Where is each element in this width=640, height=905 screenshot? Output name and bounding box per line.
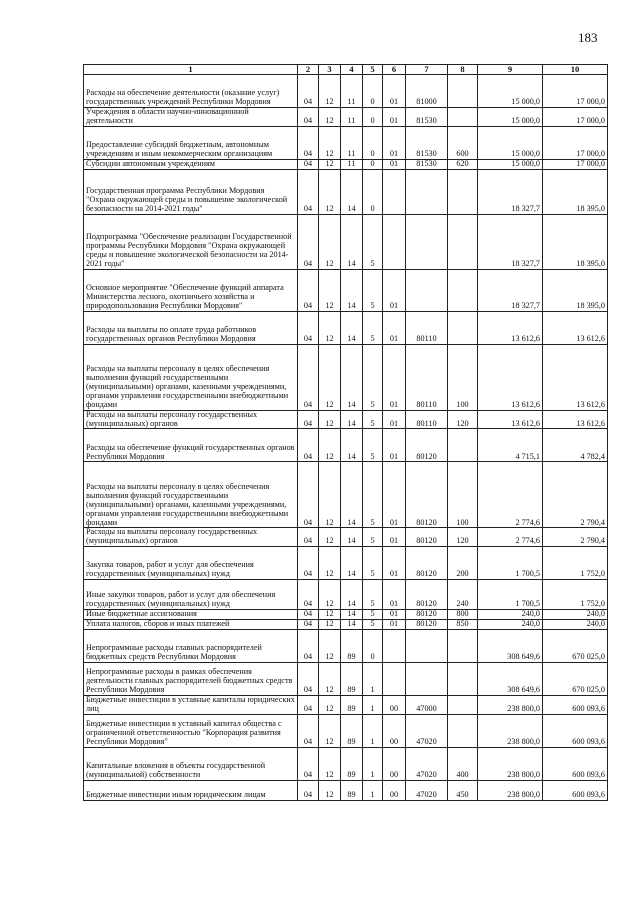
row-cell-col-8: 800 — [448, 610, 478, 620]
row-cell-col-4: 11 — [341, 159, 363, 169]
row-cell-col-5: 5 — [363, 610, 383, 620]
row-cell-col-10: 600 093,6 — [543, 747, 608, 780]
row-name-cell: Бюджетные инвестиции в уставный капитал общества с ограниченной ответственностью "Корпорация развития Республики Мордовия" — [84, 714, 298, 747]
row-cell-col-6: 00 — [383, 747, 406, 780]
table-row — [84, 214, 608, 269]
row-cell-col-7: 81530 — [406, 159, 448, 169]
row-cell-col-6: 01 — [383, 610, 406, 620]
row-cell-col-7: 80120 — [406, 528, 448, 547]
row-cell-col-5: 5 — [363, 528, 383, 547]
row-cell-col-8: 100 — [448, 344, 478, 410]
row-cell-col-6: 01 — [383, 620, 406, 630]
row-cell-col-8: 400 — [448, 747, 478, 780]
table-row — [84, 108, 608, 127]
row-cell-col-3: 12 — [319, 695, 341, 714]
row-cell-col-2: 04 — [298, 714, 319, 747]
row-cell-col-4: 14 — [341, 580, 363, 610]
table-row — [84, 695, 608, 714]
row-cell-col-9: 15 000,0 — [478, 75, 543, 108]
table-row — [84, 547, 608, 580]
row-cell-col-6: 01 — [383, 75, 406, 108]
row-cell-col-8: 120 — [448, 528, 478, 547]
row-cell-col-4: 14 — [341, 620, 363, 630]
row-cell-col-2: 04 — [298, 620, 319, 630]
table-row — [84, 159, 608, 169]
column-header-1: 1 — [84, 65, 298, 75]
row-cell-col-10: 13 612,6 — [543, 410, 608, 429]
row-cell-col-9: 238 800,0 — [478, 780, 543, 800]
row-cell-col-4: 14 — [341, 311, 363, 344]
row-cell-col-2: 04 — [298, 108, 319, 127]
row-cell-col-4: 89 — [341, 662, 363, 695]
row-cell-col-4: 11 — [341, 126, 363, 159]
row-name-cell: Уплата налогов, сборов и иных платежей — [84, 620, 298, 630]
row-cell-col-6: 01 — [383, 429, 406, 462]
row-cell-col-5: 5 — [363, 547, 383, 580]
row-cell-col-9: 15 000,0 — [478, 126, 543, 159]
row-cell-col-6 — [383, 214, 406, 269]
row-cell-col-5: 0 — [363, 75, 383, 108]
row-cell-col-3: 12 — [319, 108, 341, 127]
row-cell-col-2: 04 — [298, 747, 319, 780]
column-header-4: 4 — [341, 65, 363, 75]
row-cell-col-8 — [448, 214, 478, 269]
row-cell-col-10: 2 790,4 — [543, 528, 608, 547]
row-cell-col-6: 00 — [383, 695, 406, 714]
row-name-cell: Подпрограмма "Обеспечение реализации Государственной программы Республики Мордовия "Охрана окружающей среды и повышение экологической безопасности на 2014-2021 годы" — [84, 214, 298, 269]
row-cell-col-4: 89 — [341, 780, 363, 800]
table-row — [84, 780, 608, 800]
row-cell-col-3: 12 — [319, 462, 341, 528]
table-row — [84, 126, 608, 159]
row-name-cell: Расходы на выплаты персоналу государственных (муниципальных) органов — [84, 528, 298, 547]
row-cell-col-8 — [448, 629, 478, 662]
table-row — [84, 528, 608, 547]
row-cell-col-2: 04 — [298, 547, 319, 580]
column-header-2: 2 — [298, 65, 319, 75]
row-cell-col-5: 5 — [363, 580, 383, 610]
row-cell-col-5: 0 — [363, 159, 383, 169]
row-cell-col-2: 04 — [298, 311, 319, 344]
row-cell-col-8 — [448, 108, 478, 127]
row-cell-col-5: 1 — [363, 747, 383, 780]
row-cell-col-6 — [383, 662, 406, 695]
table-row — [84, 629, 608, 662]
column-header-7: 7 — [406, 65, 448, 75]
row-cell-col-9: 308 649,6 — [478, 662, 543, 695]
row-cell-col-5: 5 — [363, 429, 383, 462]
row-cell-col-3: 12 — [319, 662, 341, 695]
row-name-cell: Расходы на обеспечение деятельности (оказание услуг) государственных учреждений Республики Мордовия — [84, 75, 298, 108]
row-cell-col-7 — [406, 269, 448, 311]
row-cell-col-4: 11 — [341, 108, 363, 127]
row-cell-col-5: 5 — [363, 344, 383, 410]
row-cell-col-10: 17 000,0 — [543, 75, 608, 108]
row-cell-col-5: 0 — [363, 169, 383, 214]
row-cell-col-10: 18 395,0 — [543, 169, 608, 214]
row-cell-col-2: 04 — [298, 780, 319, 800]
row-cell-col-7: 80120 — [406, 580, 448, 610]
row-name-cell: Предоставление субсидий бюджетным, автономным учреждениям и иным некоммерческим организациям — [84, 126, 298, 159]
row-cell-col-3: 12 — [319, 429, 341, 462]
row-cell-col-8: 850 — [448, 620, 478, 630]
row-cell-col-9: 1 700,5 — [478, 547, 543, 580]
row-cell-col-2: 04 — [298, 662, 319, 695]
row-cell-col-6: 00 — [383, 780, 406, 800]
row-cell-col-10: 600 093,6 — [543, 714, 608, 747]
row-cell-col-7: 80110 — [406, 344, 448, 410]
row-cell-col-7: 81530 — [406, 126, 448, 159]
row-cell-col-8 — [448, 269, 478, 311]
row-cell-col-7: 80120 — [406, 610, 448, 620]
row-cell-col-8 — [448, 311, 478, 344]
row-cell-col-5: 1 — [363, 695, 383, 714]
row-cell-col-8 — [448, 75, 478, 108]
row-cell-col-8: 200 — [448, 547, 478, 580]
table-row — [84, 610, 608, 620]
row-cell-col-2: 04 — [298, 695, 319, 714]
row-cell-col-2: 04 — [298, 429, 319, 462]
row-cell-col-9: 13 612,6 — [478, 311, 543, 344]
row-cell-col-7 — [406, 662, 448, 695]
table-row — [84, 462, 608, 528]
row-cell-col-7: 47020 — [406, 714, 448, 747]
row-name-cell: Капитальные вложения в объекты государственной (муниципальной) собственности — [84, 747, 298, 780]
row-cell-col-6: 01 — [383, 462, 406, 528]
row-cell-col-2: 04 — [298, 75, 319, 108]
row-cell-col-3: 12 — [319, 269, 341, 311]
row-cell-col-5: 5 — [363, 462, 383, 528]
row-cell-col-9: 18 327,7 — [478, 169, 543, 214]
row-cell-col-3: 12 — [319, 75, 341, 108]
column-header-3: 3 — [319, 65, 341, 75]
row-cell-col-9: 18 327,7 — [478, 269, 543, 311]
row-cell-col-2: 04 — [298, 462, 319, 528]
row-cell-col-4: 14 — [341, 169, 363, 214]
row-cell-col-5: 5 — [363, 311, 383, 344]
row-cell-col-4: 14 — [341, 344, 363, 410]
row-cell-col-4: 89 — [341, 695, 363, 714]
row-cell-col-3: 12 — [319, 214, 341, 269]
column-header-5: 5 — [363, 65, 383, 75]
row-cell-col-7: 47020 — [406, 780, 448, 800]
row-cell-col-2: 04 — [298, 214, 319, 269]
row-name-cell: Непрограммные расходы в рамках обеспечения деятельности главных распорядителей бюджетных средств Республики Мордовия — [84, 662, 298, 695]
row-cell-col-9: 238 800,0 — [478, 695, 543, 714]
table-row — [84, 410, 608, 429]
row-cell-col-3: 12 — [319, 747, 341, 780]
row-cell-col-10: 17 000,0 — [543, 159, 608, 169]
row-cell-col-2: 04 — [298, 610, 319, 620]
row-cell-col-4: 14 — [341, 547, 363, 580]
row-cell-col-3: 12 — [319, 620, 341, 630]
table-row — [84, 747, 608, 780]
row-cell-col-7: 47020 — [406, 747, 448, 780]
row-cell-col-4: 89 — [341, 747, 363, 780]
row-cell-col-10: 600 093,6 — [543, 695, 608, 714]
row-cell-col-7: 80120 — [406, 620, 448, 630]
row-cell-col-9: 13 612,6 — [478, 344, 543, 410]
row-cell-col-8 — [448, 695, 478, 714]
row-cell-col-6: 01 — [383, 159, 406, 169]
row-cell-col-5: 1 — [363, 662, 383, 695]
row-name-cell: Учреждения в области научно-инновационной деятельности — [84, 108, 298, 127]
row-cell-col-2: 04 — [298, 344, 319, 410]
row-cell-col-6: 01 — [383, 269, 406, 311]
row-cell-col-7: 80110 — [406, 410, 448, 429]
row-cell-col-4: 11 — [341, 75, 363, 108]
row-cell-col-10: 240,0 — [543, 620, 608, 630]
row-cell-col-8: 120 — [448, 410, 478, 429]
row-cell-col-10: 1 752,0 — [543, 580, 608, 610]
row-cell-col-8: 600 — [448, 126, 478, 159]
row-cell-col-8 — [448, 429, 478, 462]
row-cell-col-5: 1 — [363, 714, 383, 747]
row-cell-col-6: 01 — [383, 528, 406, 547]
row-cell-col-10: 13 612,6 — [543, 311, 608, 344]
row-cell-col-6 — [383, 629, 406, 662]
row-cell-col-10: 13 612,6 — [543, 344, 608, 410]
row-cell-col-2: 04 — [298, 126, 319, 159]
row-name-cell: Закупка товаров, работ и услуг для обеспечения государственных (муниципальных) нужд — [84, 547, 298, 580]
row-cell-col-9: 13 612,6 — [478, 410, 543, 429]
row-cell-col-6: 01 — [383, 547, 406, 580]
row-cell-col-3: 12 — [319, 311, 341, 344]
row-cell-col-10: 670 025,0 — [543, 629, 608, 662]
row-name-cell: Расходы на выплаты персоналу в целях обеспечения выполнения функций государственными (муниципальными) органами, казенными учреждениями, органами управления государственными внебюджетными фондами — [84, 344, 298, 410]
row-cell-col-7 — [406, 214, 448, 269]
row-cell-col-6: 01 — [383, 311, 406, 344]
row-cell-col-9: 240,0 — [478, 610, 543, 620]
row-name-cell: Расходы на выплаты персоналу государственных (муниципальных) органов — [84, 410, 298, 429]
row-cell-col-3: 12 — [319, 610, 341, 620]
row-cell-col-3: 12 — [319, 580, 341, 610]
row-cell-col-2: 04 — [298, 159, 319, 169]
row-cell-col-10: 2 790,4 — [543, 462, 608, 528]
table-row — [84, 344, 608, 410]
row-cell-col-9: 4 715,1 — [478, 429, 543, 462]
row-name-cell: Расходы на выплаты персоналу в целях обеспечения выполнения функций государственными (муниципальными) органами, казенными учреждениями, органами управления государственными внебюджетными фондами — [84, 462, 298, 528]
row-cell-col-6: 00 — [383, 714, 406, 747]
table-row — [84, 311, 608, 344]
row-cell-col-4: 89 — [341, 629, 363, 662]
row-cell-col-6: 01 — [383, 344, 406, 410]
row-cell-col-10: 1 752,0 — [543, 547, 608, 580]
row-cell-col-10: 670 025,0 — [543, 662, 608, 695]
row-cell-col-5: 0 — [363, 126, 383, 159]
column-header-9: 9 — [478, 65, 543, 75]
row-cell-col-4: 14 — [341, 610, 363, 620]
row-cell-col-10: 600 093,6 — [543, 780, 608, 800]
row-name-cell: Расходы на выплаты по оплате труда работников государственных органов Республики Мордовия — [84, 311, 298, 344]
row-cell-col-7 — [406, 169, 448, 214]
row-name-cell: Бюджетные инвестиции иным юридическим лицам — [84, 780, 298, 800]
row-cell-col-10: 4 782,4 — [543, 429, 608, 462]
row-name-cell: Иные закупки товаров, работ и услуг для обеспечения государственных (муниципальных) нужд — [84, 580, 298, 610]
budget-table — [83, 64, 608, 801]
row-cell-col-10: 17 000,0 — [543, 126, 608, 159]
table-row — [84, 662, 608, 695]
row-cell-col-2: 04 — [298, 410, 319, 429]
row-cell-col-7: 81530 — [406, 108, 448, 127]
row-cell-col-6: 01 — [383, 108, 406, 127]
row-cell-col-2: 04 — [298, 269, 319, 311]
row-name-cell: Расходы на обеспечение функций государственных органов Республики Мордовия — [84, 429, 298, 462]
row-name-cell: Государственная программа Республики Мордовия "Охрана окружающей среды и повышение экологической безопасности на 2014-2021 годы" — [84, 169, 298, 214]
row-cell-col-3: 12 — [319, 629, 341, 662]
row-cell-col-10: 18 395,0 — [543, 214, 608, 269]
row-cell-col-5: 5 — [363, 214, 383, 269]
table-row — [84, 75, 608, 108]
row-cell-col-5: 0 — [363, 629, 383, 662]
row-cell-col-3: 12 — [319, 780, 341, 800]
row-cell-col-4: 14 — [341, 462, 363, 528]
row-cell-col-4: 14 — [341, 528, 363, 547]
table-body — [84, 75, 608, 800]
row-cell-col-10: 18 395,0 — [543, 269, 608, 311]
row-cell-col-9: 2 774,6 — [478, 528, 543, 547]
row-cell-col-3: 12 — [319, 547, 341, 580]
row-cell-col-3: 12 — [319, 169, 341, 214]
row-cell-col-3: 12 — [319, 126, 341, 159]
column-header-8: 8 — [448, 65, 478, 75]
row-cell-col-8 — [448, 169, 478, 214]
column-header-10: 10 — [543, 65, 608, 75]
row-cell-col-3: 12 — [319, 159, 341, 169]
row-cell-col-6: 01 — [383, 126, 406, 159]
row-cell-col-3: 12 — [319, 344, 341, 410]
row-cell-col-5: 5 — [363, 620, 383, 630]
row-cell-col-4: 14 — [341, 214, 363, 269]
row-cell-col-5: 5 — [363, 410, 383, 429]
row-cell-col-8: 620 — [448, 159, 478, 169]
row-cell-col-9: 238 800,0 — [478, 714, 543, 747]
row-cell-col-2: 04 — [298, 528, 319, 547]
row-cell-col-5: 5 — [363, 269, 383, 311]
row-cell-col-9: 240,0 — [478, 620, 543, 630]
table-row — [84, 580, 608, 610]
row-cell-col-9: 15 000,0 — [478, 108, 543, 127]
row-name-cell: Непрограммные расходы главных распорядителей бюджетных средств Республики Мордовия — [84, 629, 298, 662]
row-name-cell: Иные бюджетные ассигнования — [84, 610, 298, 620]
column-header-6: 6 — [383, 65, 406, 75]
row-name-cell: Субсидии автономным учреждениям — [84, 159, 298, 169]
row-cell-col-7: 81000 — [406, 75, 448, 108]
row-cell-col-7: 80120 — [406, 429, 448, 462]
row-cell-col-7 — [406, 629, 448, 662]
row-cell-col-6: 01 — [383, 580, 406, 610]
table-header-row — [84, 65, 608, 75]
table-row — [84, 429, 608, 462]
row-cell-col-10: 240,0 — [543, 610, 608, 620]
table-row — [84, 269, 608, 311]
row-cell-col-8: 450 — [448, 780, 478, 800]
row-cell-col-9: 2 774,6 — [478, 462, 543, 528]
row-cell-col-6: 01 — [383, 410, 406, 429]
row-cell-col-6 — [383, 169, 406, 214]
row-cell-col-9: 308 649,6 — [478, 629, 543, 662]
row-cell-col-10: 17 000,0 — [543, 108, 608, 127]
row-cell-col-5: 1 — [363, 780, 383, 800]
row-name-cell: Основное мероприятие "Обеспечение функций аппарата Министерства лесного, охотничьего хозяйства и природопользования Республики Мордовия" — [84, 269, 298, 311]
table-row — [84, 169, 608, 214]
row-cell-col-9: 18 327,7 — [478, 214, 543, 269]
row-cell-col-8 — [448, 662, 478, 695]
row-cell-col-9: 238 800,0 — [478, 747, 543, 780]
row-name-cell: Бюджетные инвестиции в уставные капиталы юридических лиц — [84, 695, 298, 714]
table-row — [84, 620, 608, 630]
row-cell-col-3: 12 — [319, 410, 341, 429]
table-row — [84, 714, 608, 747]
row-cell-col-8: 100 — [448, 462, 478, 528]
row-cell-col-4: 89 — [341, 714, 363, 747]
row-cell-col-2: 04 — [298, 169, 319, 214]
row-cell-col-7: 47000 — [406, 695, 448, 714]
row-cell-col-2: 04 — [298, 580, 319, 610]
row-cell-col-2: 04 — [298, 629, 319, 662]
row-cell-col-4: 14 — [341, 429, 363, 462]
row-cell-col-4: 14 — [341, 269, 363, 311]
row-cell-col-9: 15 000,0 — [478, 159, 543, 169]
page-number: 183 — [578, 30, 598, 45]
row-cell-col-9: 1 700,5 — [478, 580, 543, 610]
row-cell-col-3: 12 — [319, 528, 341, 547]
row-cell-col-8 — [448, 714, 478, 747]
row-cell-col-5: 0 — [363, 108, 383, 127]
row-cell-col-7: 80110 — [406, 311, 448, 344]
row-cell-col-3: 12 — [319, 714, 341, 747]
row-cell-col-7: 80120 — [406, 547, 448, 580]
row-cell-col-7: 80120 — [406, 462, 448, 528]
row-cell-col-8: 240 — [448, 580, 478, 610]
row-cell-col-4: 14 — [341, 410, 363, 429]
